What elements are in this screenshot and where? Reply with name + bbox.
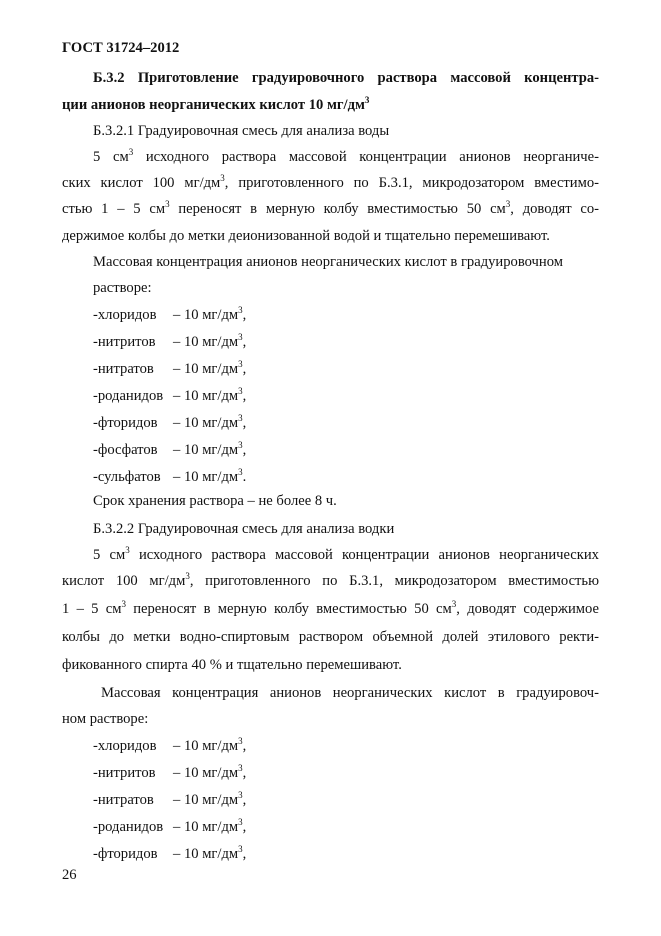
anion-list-item — [93, 305, 247, 323]
anion-concentration: – 10 мг/дм — [173, 307, 239, 323]
anion-name: -нитратов — [93, 361, 154, 377]
item-punctuation: . — [242, 469, 247, 485]
anion-concentration: – 10 мг/дм — [173, 361, 239, 377]
item-punctuation: , — [242, 307, 247, 323]
anion-list-item — [93, 386, 247, 404]
vodka-subsection-title: Б.3.2.2 Градуировочная смесь для анализа водки — [93, 521, 395, 537]
anion-concentration: – 10 мг/дм — [173, 738, 239, 754]
item-punctuation: , — [242, 334, 247, 350]
unit-exponent: 3 — [238, 386, 243, 396]
anion-concentration: – 10 мг/дм — [173, 469, 239, 485]
anion-concentration: – 10 мг/дм — [173, 846, 239, 862]
anion-list-item — [93, 359, 247, 377]
item-punctuation: , — [242, 846, 247, 862]
unit-exponent: 3 — [238, 305, 243, 315]
anion-list-item — [93, 332, 247, 350]
anion-name: -нитритов — [93, 765, 156, 781]
item-punctuation: , — [242, 765, 247, 781]
vodka-concentration-intro: Массовая концентрация анионов неорганических кислот в градуировоч- — [101, 685, 599, 701]
anion-list-item — [93, 817, 247, 835]
unit-exponent: 3 — [238, 413, 243, 423]
item-punctuation: , — [242, 361, 247, 377]
anion-list-item — [93, 440, 247, 458]
anion-list-item — [93, 413, 247, 431]
storage-note: Срок хранения раствора – не более 8 ч. — [93, 493, 337, 509]
water-paragraph-line: держимое колбы до метки деионизованной водой и тщательно перемешивают. — [62, 228, 550, 244]
unit-exponent: 3 — [238, 467, 243, 477]
section-heading-line1: Б.3.2 Приготовление градуировочного раствора массовой концентра- — [93, 70, 599, 86]
unit-exponent: 3 — [238, 763, 243, 773]
anion-name: -нитратов — [93, 792, 154, 808]
water-subsection-title: Б.3.2.1 Градуировочная смесь для анализа воды — [93, 123, 390, 139]
anion-concentration: – 10 мг/дм — [173, 388, 239, 404]
anion-list-item — [93, 467, 247, 485]
anion-name: -фторидов — [93, 415, 158, 431]
anion-name: -фторидов — [93, 846, 158, 862]
anion-concentration: – 10 мг/дм — [173, 415, 239, 431]
item-punctuation: , — [242, 442, 247, 458]
anion-name: -роданидов — [93, 819, 164, 835]
unit-exponent: 3 — [238, 440, 243, 450]
unit-exponent: 3 — [238, 844, 243, 854]
vodka-paragraph-line: 1 – 5 $см^3$ переносят в мерную колбу вместимостью 50 $см^3$, доводят содержимое — [62, 599, 599, 617]
page-number: 26 — [62, 867, 77, 883]
anion-name: -хлоридов — [93, 307, 157, 323]
vodka-paragraph-line: 5 $см^3$ исходного раствора массовой концентрации анионов неорганических — [93, 545, 599, 563]
unit-exponent: 3 — [238, 359, 243, 369]
item-punctuation: , — [242, 415, 247, 431]
item-punctuation: , — [242, 792, 247, 808]
item-punctuation: , — [242, 819, 247, 835]
anion-list-item — [93, 736, 247, 754]
anion-name: -роданидов — [93, 388, 164, 404]
anion-list-item — [93, 790, 247, 808]
anion-name: -хлоридов — [93, 738, 157, 754]
unit-exponent: 3 — [238, 790, 243, 800]
anion-name: -сульфатов — [93, 469, 161, 485]
anion-list-item — [93, 844, 247, 862]
water-concentration-intro: Массовая концентрация анионов неорганических кислот в градуировочном — [93, 254, 563, 270]
item-punctuation: , — [242, 738, 247, 754]
anion-concentration: – 10 мг/дм — [173, 819, 239, 835]
anion-list-item — [93, 763, 247, 781]
water-concentration-intro: растворе: — [93, 280, 152, 296]
vodka-paragraph-line: колбы до метки водно-спиртовым раствором объемной долей этилового ректи- — [62, 629, 599, 645]
unit-exponent: 3 — [238, 736, 243, 746]
anion-concentration: – 10 мг/дм — [173, 765, 239, 781]
anion-concentration: – 10 мг/дм — [173, 792, 239, 808]
standard-code: ГОСТ 31724–2012 — [62, 40, 180, 56]
anion-concentration: – 10 мг/дм — [173, 334, 239, 350]
vodka-paragraph-line: кислот 100 $мг/дм^3$, приготовленного по Б.3.1, микродозатором вместимостью — [62, 571, 599, 589]
item-punctuation: , — [242, 388, 247, 404]
vodka-concentration-intro: ном растворе: — [62, 711, 149, 727]
water-paragraph-line: стью 1 – 5 $см^3$ переносят в мерную колбу вместимостью 50 $см^3$, доводят со- — [62, 199, 600, 217]
unit-exponent: 3 — [238, 817, 243, 827]
anion-name: -нитритов — [93, 334, 156, 350]
unit-exponent: 3 — [238, 332, 243, 342]
anion-concentration: – 10 мг/дм — [173, 442, 239, 458]
water-paragraph-line: 5 $см^3$ исходного раствора массовой концентрации анионов неорганиче- — [93, 147, 599, 165]
section-heading-line2: ции анионов неорганических кислот 10 $мг/дм^3$ — [62, 95, 370, 113]
water-paragraph-line: ских кислот 100 $мг/дм^3$, приготовленного по Б.3.1, микродозатором вместимо- — [62, 173, 599, 191]
vodka-paragraph-line: фикованного спирта 40 % и тщательно перемешивают. — [62, 657, 402, 673]
anion-name: -фосфатов — [93, 442, 158, 458]
